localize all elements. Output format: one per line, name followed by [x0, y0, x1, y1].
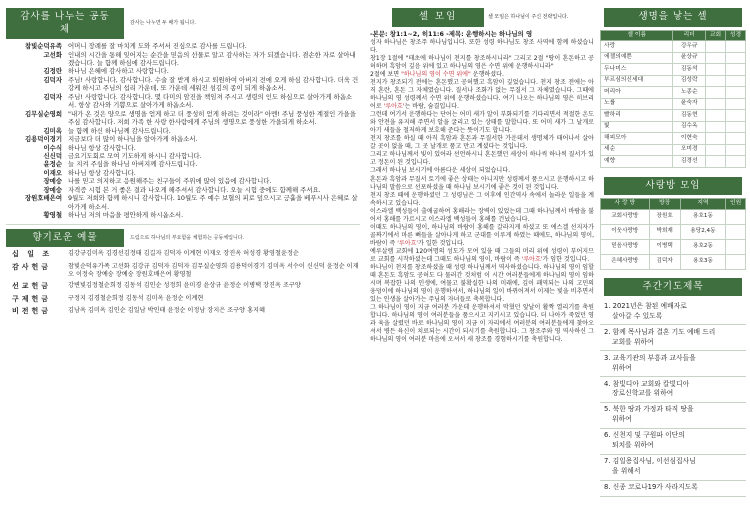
offering-category: 감사헌금: [12, 262, 52, 271]
thanks-row: [6, 51, 360, 68]
life-cell-leader: 윤숙자: [673, 98, 705, 110]
thanks-header: [6, 8, 360, 39]
life-cells-header: 교회: [705, 30, 725, 41]
offering-row: [6, 263, 360, 279]
offering-row: [6, 282, 360, 291]
prayer-item: [600, 481, 746, 497]
prayer-line: 위하여: [612, 363, 632, 372]
love-room-room: 이웃사랑방: [601, 224, 650, 239]
love-room-room: 은혜사랑방: [601, 254, 650, 269]
offering-row: [6, 250, 360, 259]
sermon-text-run: 성자 하나님은 창조주 하나님입니다. 또한 성령 하나님도 창조 사역에 함께 하셨습니다.: [370, 38, 594, 55]
life-cell-bible: [725, 110, 745, 122]
thanks-name: 김덕자: [43, 75, 62, 84]
life-cell-leader: 강우규: [673, 41, 705, 53]
life-cell-row: [601, 87, 746, 99]
thanks-text: 하나님 은혜에 감사하고 사랑합니다.: [68, 67, 169, 76]
love-rooms-header: 지역: [680, 199, 726, 210]
sermon-paragraph: [370, 111, 594, 135]
life-cell-bible: [725, 121, 745, 133]
offering-names: 강변빛김정철순희정 김동석 김인순 성정희 윤미경 윤상규 윤정순 이병택 장진옥 조구양: [68, 282, 301, 290]
life-cells-table: [600, 30, 746, 168]
life-cell-bible: [725, 144, 745, 156]
prayer-item: [600, 377, 746, 403]
life-cell-leader: 윤상규: [673, 52, 705, 64]
thanks-name: 장예숭: [43, 177, 62, 186]
prayer-item: [600, 299, 746, 325]
thanks-text: 나를 믿고 의지하고 응원해주는 친구들이 주위에 많이 있음에 감사합니다.: [68, 177, 272, 186]
prayer-line: 퇴치를 위하여: [612, 441, 654, 450]
thanks-name: 김무실순영희: [24, 109, 62, 118]
sermon-paragraph: [370, 55, 594, 71]
thanks-row: [6, 76, 360, 93]
life-cell-bible: [725, 156, 745, 168]
thanks-subtitle: 감사는 나누면 두 배가 됩니다.: [130, 20, 196, 27]
thanks-row: [6, 135, 360, 143]
life-cells-header: 셀 이름: [601, 30, 673, 41]
life-cells-header: 리더: [673, 30, 705, 41]
life-cell-leader: 김경선: [673, 156, 705, 168]
life-cell-bible: [725, 75, 745, 87]
sermon-paragraph: [370, 248, 594, 264]
life-cell-church: [705, 121, 725, 133]
offering-names: 참빛순덕유가족 고선화 김강규 김덕자 김덕자 김무실순영희 김용덕이경기 김미옥 서수이 신신덕 윤정순 이재오 이정숙 장예숭 장예숭 장원호배은여 황영철: [68, 262, 359, 278]
thanks-text: 늘 지켜 주심을 하나님 아버지께 감사드립니다.: [68, 160, 198, 169]
offering-subtitle: 드림으로 하나님의 부요함을 체험하는 공동체입니다.: [130, 234, 245, 241]
thanks-row: [6, 211, 360, 219]
life-cell-name: 사랑: [601, 41, 673, 53]
love-room-row: [601, 209, 746, 224]
thanks-row: [6, 67, 360, 75]
love-rooms-header-row: [601, 199, 746, 210]
prayer-line: 5. 북한 땅과 가정과 타직 땅을: [604, 405, 694, 414]
thanks-title: 감사를 나누는 공동체: [6, 8, 124, 39]
life-cell-name: 부르심의신세대: [601, 75, 673, 87]
sermon-paragraph: [370, 39, 594, 55]
prayer-item: [600, 351, 746, 377]
life-cell-row: [601, 64, 746, 76]
thanks-text: 하나님 항상 감사합니다.: [68, 168, 136, 177]
life-cell-row: [601, 133, 746, 145]
offering-category: 십 일 조: [12, 250, 53, 259]
love-room-row: [601, 239, 746, 254]
cell-meeting-header: [370, 8, 594, 27]
sermon-paragraph: [370, 135, 594, 151]
life-cell-name: 노룹: [601, 98, 673, 110]
sermon-text-run: 는 바람, 숨결입니다.: [404, 103, 459, 111]
thanks-row: [6, 110, 360, 127]
love-room-leader: 이병택: [649, 239, 680, 254]
life-cell-bible: [725, 52, 745, 64]
offering-title: 향기로운 예물: [6, 229, 124, 248]
life-cell-church: [705, 98, 725, 110]
sermon-text-run: 천지 창조를 하실 때 아직 흑암과 혼돈과 무질서한 가운데서 생명체가 태어나서 살아갈 곳이 없을 때, 그 곳 날개로 품고 만고 계셨다는 것입니다.: [370, 135, 594, 151]
life-cell-row: [601, 41, 746, 53]
life-cell-name: 세순: [601, 144, 673, 156]
love-room-room: 믿음사랑방: [601, 239, 650, 254]
thanks-row: [6, 93, 360, 110]
thanks-row: [6, 194, 360, 211]
life-cell-name: 해피모아: [601, 133, 673, 145]
thanks-name: 윤정순: [43, 160, 62, 169]
sermon-text-run: 운행하셨다.: [470, 71, 504, 79]
life-cell-leader: 이현숙: [673, 133, 705, 145]
middle-column: [370, 8, 594, 526]
thanks-name: 참빛순덕유족: [24, 42, 62, 51]
life-cell-bible: [725, 87, 745, 99]
love-rooms-table: [600, 198, 746, 270]
prayer-line: 7. 김일용집사님, 이선심집사님: [604, 457, 696, 466]
sermon-text-run: 그런데 여기서 운행하다는 단어는 어미 새가 알이 부화되기를 기다리면서 적절한 온도와 안전을 유지해 주면서 알을 굴리고 있는 상태를 말합니다. 또 어미 새가 그 날개로 아기 새들을 철저하게 보호해 준다는 뜻이기도 합니다.: [370, 111, 594, 135]
thanks-text: 지금보다 더 많이 하나님을 알아가게 하옵소서.: [68, 135, 198, 144]
love-rooms-body: [601, 209, 746, 269]
offering-category: 선교헌금: [12, 282, 52, 291]
sermon-text-run: 그래서 하나님 보시기에 아름다운 세상이 되었습니다.: [370, 167, 511, 175]
prayer-title: 주간기도제목: [604, 278, 742, 297]
sermon-paragraph: [370, 176, 594, 192]
life-cell-bible: [725, 41, 745, 53]
thanks-text: 9월도 저희와 함께 하시니 감사합니다. 10월도 주 예수 보혈의 피로 덮으시고 긍휼을 베푸시사 은혜로 살아가게 하소서.: [68, 194, 358, 211]
prayer-line: 1. 2021년은 참된 예배자로: [604, 301, 687, 310]
prayer-item: [600, 429, 746, 455]
thanks-text: 하나님 저의 마음을 평안하게 하시옵소서.: [68, 211, 184, 220]
offering-category: 구제헌금: [12, 294, 52, 303]
love-room-count: [726, 209, 746, 224]
life-cell-row: [601, 75, 746, 87]
thanks-list: [6, 42, 360, 220]
sermon-paragraph: [370, 167, 594, 175]
sermon-highlight: '루아흐': [383, 103, 405, 111]
thanks-text: "내가 온 것은 양으로 생명을 얻게 하고 더 풍성히 얻게 하려는 것이라" 아멘! 주님 풍성한 계절인 가을을 주심 감사합니다. 저희 가족 한 사랑 한사람에게 주님의 생명으로 풍성한 가을되게 하소서.: [68, 109, 356, 127]
left-column: [6, 8, 360, 526]
thanks-name: 장원호배은여: [24, 194, 62, 203]
sermon-text-run: 가 임한 것입니다.: [542, 255, 590, 263]
thanks-text: 자격증 시험 본 거 좋은 결과 나오게 해주셔서 감사합니다. 오늘 시험 중에도 함께해 주셔요.: [68, 185, 321, 194]
offering-list: [6, 250, 360, 316]
thanks-name: 김덕자: [43, 92, 62, 101]
love-room-count: [726, 224, 746, 239]
offering-row: [6, 307, 360, 316]
sermon-text-run: 예루살렘 교회에 120여명의 성도가 모여 있을 때 그들의 머리 위에 성령이 부어지므로 교회를 시작하셨는데 그때도 하나님의 영이, 바람이 즉: [370, 247, 594, 263]
prayer-line: 6. 신천지 및 구원파 이단의: [604, 431, 685, 440]
prayer-line: 3. 교육기관의 부흥과 교사들을: [604, 353, 696, 362]
sermon-paragraph: [370, 208, 594, 224]
life-cell-church: [705, 144, 725, 156]
thanks-name: 이수식: [43, 143, 62, 152]
life-cell-church: [705, 133, 725, 145]
prayer-line: 장로신학교를 위하여: [612, 389, 674, 398]
life-cell-name: 두나미스: [601, 64, 673, 76]
love-room-room: 교회사랑방: [601, 209, 650, 224]
life-cell-church: [705, 75, 725, 87]
sermon-text: [370, 39, 594, 344]
thanks-name: 신신덕: [43, 151, 62, 160]
sermon-paragraph: [370, 79, 594, 111]
life-cell-name: 빨하리: [601, 110, 673, 122]
love-room-area: 용호1동: [680, 209, 726, 224]
offering-names: 김남옥 김미옥 김인순 김일남 박인태 윤정순 이정남 장지은 조구양 홍지혜: [68, 306, 266, 314]
life-cell-bible: [725, 64, 745, 76]
love-room-area: 용호2동: [680, 239, 726, 254]
prayer-item: [600, 403, 746, 429]
love-rooms-header: 방장: [649, 199, 680, 210]
sermon-highlight: '루아흐': [521, 255, 543, 263]
sermon-text-run: 이때도 하나님의 영이, 하나님의 바람이 홍해를 갈라지게 하셨고 또 에스겔 선지자가 골짜기에서 마른 뼈들을 살아나게 하고 군대를 이루게 하였는 때에도, 하나님의 영이, 바람이 즉: [370, 223, 594, 247]
life-cells-header: 성경: [725, 30, 745, 41]
life-cell-bible: [725, 133, 745, 145]
sermon-text-run: 그 하나님이 영이 지금 여러분 가운데 운행하셔서 막혔던 앞날이 활짝 열리기를 축원합니다. 하나님의 영이 여러분들을 품으시고 지키시고 있습니다. 더 나아가 죽었던 영과 육을 살렸던 바로 하나님의 영이 지금 이 자리에서 여러분의 여러분들에게 찾아오셔서 병든 육신이 치료되는 시간이 되시기를 축원합니다. 그 창조주와 영 역사하신 그 하나님의 영이 여러분 마음에 오셔서 새 창조를 경험하시기를 축원합니다.: [370, 304, 594, 344]
thanks-text: 주님! 사랑합니다, 감사합니다. 수술 잘 받게 하시고 퇴원하여 아버지 전에 오게 하심 감사합니다. 더욱 건강케 하시고 주님의 섭리 가운데, 또 가운데 세워진 섬김의 종이 되게 하옵소서.: [68, 75, 359, 93]
sermon-paragraph: [370, 192, 594, 208]
life-cell-bible: [725, 98, 745, 110]
life-cells-title: 생명을 낳는 셀: [604, 8, 742, 27]
thanks-row: [6, 42, 360, 50]
prayer-item: [600, 325, 746, 351]
thanks-name: 김미옥: [43, 126, 62, 135]
sermon-paragraph: [370, 264, 594, 304]
sermon-text-run: 이스라엘 백성들이 출애굽하여 홍해라는 장벽이 있었는데 그때 하나님께서 바람을 불어서 홍해를 가르시고 이스라엘 백성들이 홍해를 건넜습니다.: [370, 207, 594, 223]
sermon-text-run: 2절에 보면: [370, 71, 402, 79]
sermon-text-run: 가 일한 것입니다.: [418, 239, 465, 247]
sermon-text-run: 하나님이 천지를 창조하셨을 때 성령 하나님께서 역사하셨습니다. 하나님의 영이 임할 때 혼돈도 흑암도 공허도 다 물러간 것처럼 이 시간 여러분들에게 하나님의 영이 임하시며 복잡한 나의 인생에, 여물고 불확실한 나의 미래에, 깊이 패역되는 나의 고민의 웅덩이에 하나님의 영이 운행하셔서, 하나님의 일이 바뀌어져서 이제는 빛을 비추면서 있는 인생을 살아가는 주님의 자녀들로 축복합니다.: [370, 263, 594, 303]
prayer-line: 교회를 위하여: [612, 337, 654, 346]
prayer-line: 8. 신종 코로나19가 사라지도록: [604, 483, 698, 492]
life-cell-name: 예향: [601, 156, 673, 168]
thanks-text: 금요기도회로 모여 기도하게 하시니 감사합니다.: [68, 151, 202, 160]
offering-names: 김강규김미옥 김경선김정태 김길자 김덕자 이계현 이재오 장진옥 허성경 황영철윤정순: [68, 250, 299, 258]
scripture-reference: -본문: 창1:1~2, 히11:6 -제목: 운행하시는 하나님의 영: [370, 29, 533, 38]
sermon-text-run: 혼돈과 흑암과 무질서 토기에 좋은 상태는 아니지만 성령께서 품으시고 운행하시고 하나님의 말씀으로 선포하셨을 때 하나님 보시기에 좋은 것이 된 것입니다.: [370, 175, 594, 191]
sermon-paragraph: [370, 224, 594, 248]
thanks-row: [6, 144, 360, 152]
thanks-name: 장예숭: [43, 185, 62, 194]
cell-meeting-title: 셀 모임: [392, 8, 484, 27]
love-room-count: [726, 239, 746, 254]
love-room-area: 용당2,4동: [680, 224, 726, 239]
prayer-list: [600, 299, 746, 496]
life-cell-name: 에젤의예쁜: [601, 52, 673, 64]
life-cell-row: [601, 156, 746, 168]
love-room-leader: 박희재: [649, 224, 680, 239]
love-room-area: 용호3동: [680, 254, 726, 269]
life-cell-leader: 김동현: [673, 110, 705, 122]
prayer-line: 살아갈 수 있도록: [612, 311, 663, 320]
love-room-count: [726, 254, 746, 269]
prayer-item: [600, 455, 746, 481]
sermon-highlight: "하나님의 영이 수면 위에": [401, 71, 471, 79]
life-cell-church: [705, 64, 725, 76]
life-cells-header-row: [601, 30, 746, 41]
life-cell-name: 빛: [601, 121, 673, 133]
life-cell-church: [705, 110, 725, 122]
prayer-line: 을 위해서: [612, 467, 641, 476]
life-cell-row: [601, 144, 746, 156]
thanks-row: [6, 186, 360, 194]
love-rooms-header: 사 랑 방: [601, 199, 650, 210]
cell-meeting-subtitle: 셀 모임은 하나님이 주신 전략입니다.: [488, 13, 569, 20]
life-cell-row: [601, 52, 746, 64]
life-cell-row: [601, 121, 746, 133]
life-cell-leader: 김동석: [673, 64, 705, 76]
sermon-text-run: 그리고 하나님께서 빛이 있어라 선언하시니 혼돈했던 세상이 하나씩 하나씩 질서가 있고 정돈이 된 것입니다.: [370, 151, 594, 167]
life-cell-leader: 김성락: [673, 75, 705, 87]
life-cell-leader: 김수옥: [673, 121, 705, 133]
life-cell-leader: 오미경: [673, 144, 705, 156]
life-cell-church: [705, 41, 725, 53]
sermon-paragraph: [370, 304, 594, 344]
thanks-text: 어머니 장례를 잘 마치게 도와 주셔서 진심으로 감사를 드립니다.: [68, 42, 247, 51]
offering-header: [6, 229, 360, 248]
prayer-line: 위하여: [612, 415, 632, 424]
thanks-row: [6, 127, 360, 135]
life-cell-name: 머리아: [601, 87, 673, 99]
life-cell-church: [705, 87, 725, 99]
thanks-name: 고선화: [43, 50, 62, 59]
love-rooms-header: 인원: [726, 199, 746, 210]
offering-names: 구정지 김경철순희정 김동석 김미옥 윤정순 이계현: [68, 294, 204, 302]
thanks-name: 황영철: [43, 211, 62, 220]
thanks-row: [6, 160, 360, 168]
thanks-text: 늘 함께 하신 하나님께 감사드립니다.: [68, 126, 171, 135]
section-divider: [6, 224, 360, 225]
sermon-text-run: 천지가 창조되기 전에는 혼돈했고 공허했고 흑암이 깊었습니다. 천지 창조 전에는 아직 혼란, 혼돈 그 자체였습니다. 질서나 조화가 없는 무질서 그 자체였습니다. 그때에 하나님의 영 성령께서 수면 위에 운행하셨습니다. 여기 나오는 하나님의 영은 히브리어로: [370, 79, 594, 111]
life-cells-body: [601, 41, 746, 168]
prayer-line: 4. 참빛디아 교회와 칼빛디아: [604, 379, 690, 388]
life-cell-row: [601, 110, 746, 122]
thanks-name: 김용덕이경기: [24, 135, 62, 144]
love-room-leader: 장원호: [649, 209, 680, 224]
love-rooms-title: 사랑방 모임: [604, 177, 742, 196]
sermon-paragraph: [370, 71, 594, 79]
life-cell-church: [705, 52, 725, 64]
life-cell-church: [705, 156, 725, 168]
thanks-text: 주님! 사랑합니다. 감사합니다. 몇 다미의 암진을 책임져 주시고 생령의 인도 하심으로 살아가게 하옵소서. 항상 감사와 기쁨으로 살아가게 하옵소서.: [68, 92, 353, 110]
thanks-name: 이재오: [43, 168, 62, 177]
offering-row: [6, 295, 360, 304]
life-cell-leader: 노종순: [673, 87, 705, 99]
prayer-line: 2. 함께 목사님과 결혼 기도 예배 드리: [604, 327, 716, 336]
sermon-paragraph: [370, 151, 594, 167]
life-cell-row: [601, 98, 746, 110]
offering-category: 비전헌금: [12, 306, 52, 315]
sermon-text-run: 천지 창조 때에 운행하셨던 그 성령님은 그 이후에 인간역사 속에서 놀라운 일들을 계속하시고 있습니다.: [370, 191, 594, 207]
thanks-text: 하나님 항상 감사합니다.: [68, 143, 136, 152]
thanks-row: [6, 177, 360, 185]
right-column: [600, 8, 746, 526]
sermon-highlight: '루아흐': [397, 239, 419, 247]
love-room-row: [601, 254, 746, 269]
thanks-text: 인내의 시간을 통해 잊어지는 순간을 믿음의 선물로 알고 감사하는 자가 되겠습니다. 겸손한 자로 살아내겠습니다. 늘 함께 하심에 감사드립니다.: [68, 50, 356, 67]
love-room-row: [601, 224, 746, 239]
love-room-leader: 김덕자: [649, 254, 680, 269]
thanks-name: 김정란: [43, 67, 62, 76]
sermon-text-run: 창1장 1절에 "태초에 하나님이 천지를 창조하시니라" 그리고 2절 "땅이 혼돈하고 공허하며 흑암이 깊음 위에 있고 하나님의 영은 수면 위에 운행하시니라": [370, 55, 594, 71]
